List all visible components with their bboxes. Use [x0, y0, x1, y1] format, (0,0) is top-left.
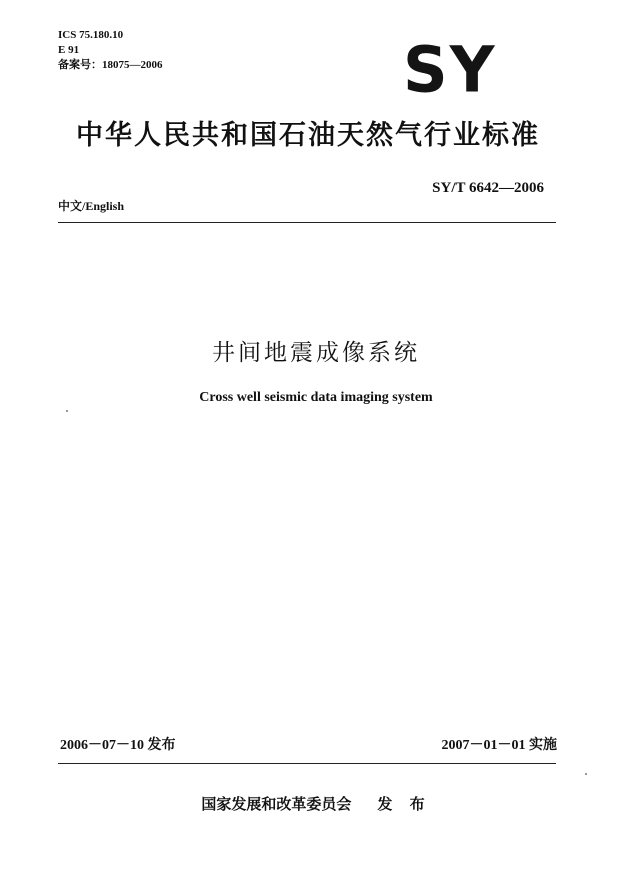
- language-label: 中文/English: [58, 199, 125, 213]
- scan-speck: [66, 410, 68, 412]
- document-title-chinese: 井间地震成像系统: [212, 340, 420, 366]
- implementation-date: 2007－01－01 实施: [441, 738, 557, 753]
- issuer-line: [0, 794, 632, 814]
- filing-number: 备案号：18075—2006: [58, 59, 163, 71]
- issuer-name: 国家发展和改革委员会: [201, 795, 352, 813]
- standard-title: 中华人民共和国石油天然气行业标准: [76, 120, 540, 151]
- sy-logo: SY: [403, 32, 497, 107]
- ccs-code: E 91: [58, 44, 80, 56]
- document-title-english: Cross well seismic data imaging system: [199, 390, 433, 405]
- classification-block: [58, 28, 163, 73]
- standard-number: SY/T 6642—2006: [432, 180, 544, 196]
- issuer-action: 发 布: [377, 795, 431, 813]
- header-divider: [58, 222, 556, 223]
- footer-divider: [58, 763, 556, 764]
- scan-speck: [585, 773, 587, 775]
- issue-date: 2006－07－10 发布: [60, 738, 176, 753]
- ics-code: ICS 75.180.10: [58, 29, 124, 41]
